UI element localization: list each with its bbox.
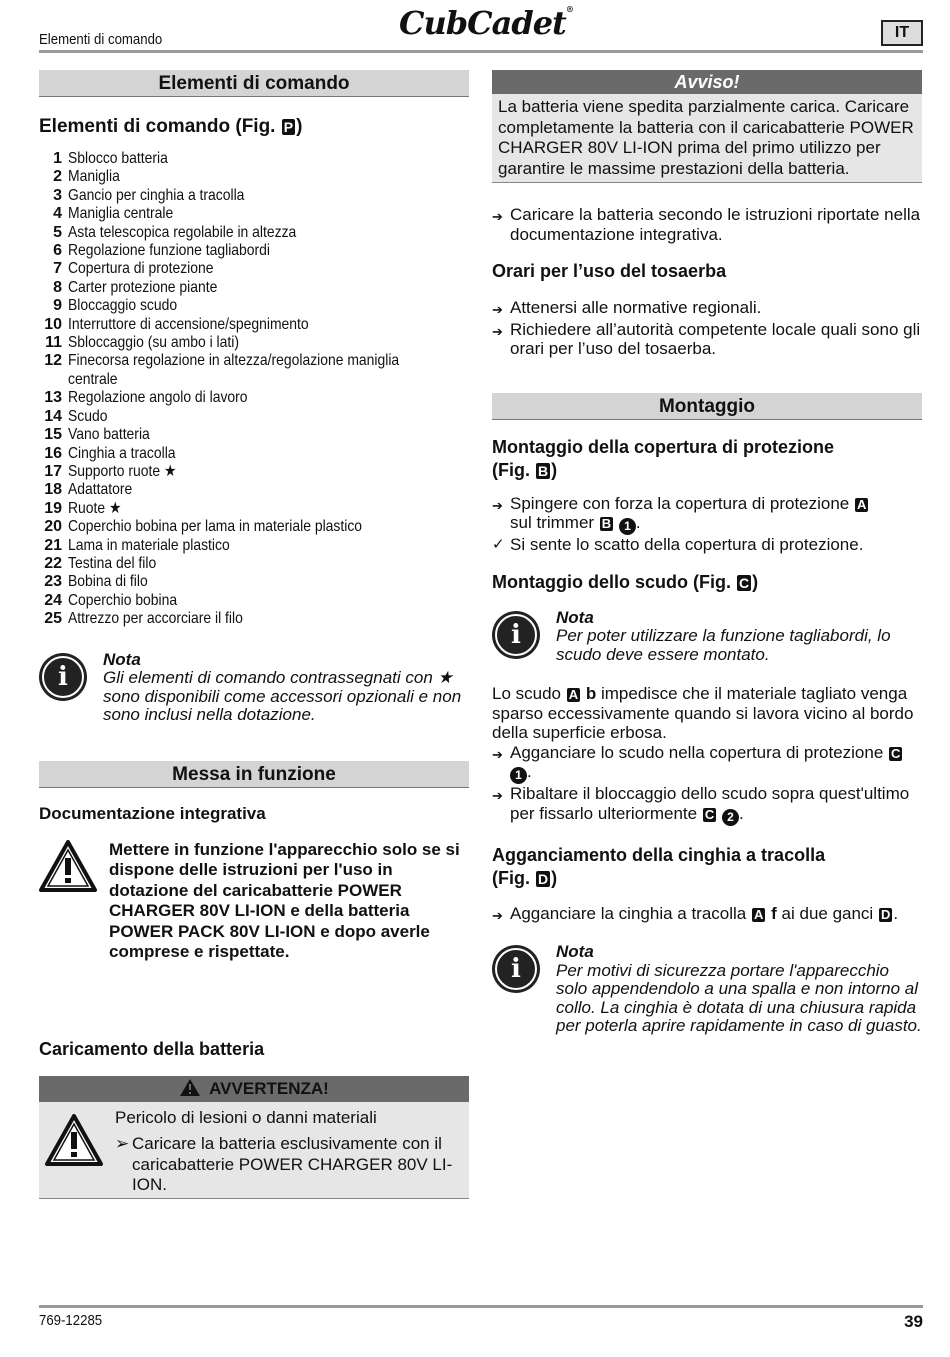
item-number: 16 <box>44 444 62 462</box>
note-shield-required <box>492 609 922 665</box>
arrow-right-icon: ➔ <box>492 302 503 317</box>
step-ask-authority-text: Richiedere all’autorità competente locale quali sono gli orari per l’uso del tosaerba. <box>510 319 921 358</box>
header-divider <box>39 50 923 53</box>
item-number: 9 <box>53 297 62 315</box>
list-item <box>39 426 469 444</box>
heading-documentation: Documentazione integrativa <box>39 803 266 823</box>
note-text: Per motivi di sicurezza portare l'apparecchio solo appendendolo a una spalla e non intorno al collo. La cinghia è dotata di una chiusura rapida per poterla aprire rapidamente in caso di guasto. <box>556 960 922 1035</box>
triangle-bullet-icon: ➢ <box>115 1134 130 1154</box>
list-item <box>39 610 469 628</box>
item-label: Coperchio bobina <box>68 591 178 609</box>
heading-shield-assembly: Montaggio dello scudo (Fig. C ) <box>492 571 759 592</box>
shield-description-text: Lo scudo <box>492 684 561 703</box>
list-item <box>39 279 469 297</box>
item-number: 21 <box>44 536 62 554</box>
item-label: Testina del filo <box>68 554 157 572</box>
avviso-header: Avviso! <box>492 70 922 94</box>
list-item <box>39 334 469 352</box>
figure-ref-p: P <box>283 119 294 135</box>
item-label: Asta telescopica regolabile in altezza <box>68 223 297 241</box>
avvertenza-body <box>39 1102 469 1199</box>
list-item <box>39 500 469 518</box>
note-title: Nota <box>556 942 594 961</box>
heading-controls-text: Elementi di comando (Fig. <box>39 116 276 137</box>
heading-controls: Elementi di comando (Fig. P ) <box>39 116 303 137</box>
step-number-1: 1 <box>619 518 636 535</box>
item-label: Sbloccaggio (su ambo i lati) <box>68 334 239 352</box>
avvertenza-line1: Pericolo di lesioni o danni materiali <box>115 1107 377 1127</box>
list-item <box>39 260 469 278</box>
figure-ref-d: D <box>538 870 549 887</box>
documentation-warning <box>39 840 469 963</box>
item-label: Attrezzo per accorciare il filo <box>68 610 243 628</box>
label-b: b <box>585 684 597 703</box>
item-label: Ruote ★ <box>68 499 122 517</box>
item-label: Vano batteria <box>68 426 150 444</box>
figure-ref-a: A <box>568 687 579 702</box>
item-label: Adattatore <box>68 481 133 499</box>
list-item <box>39 168 469 186</box>
info-icon: i <box>492 945 540 993</box>
figure-ref-b: B <box>601 516 612 531</box>
figure-ref-c: C <box>739 574 750 591</box>
item-number: 5 <box>53 223 62 241</box>
section-bar-assembly: Montaggio <box>492 393 922 420</box>
list-item <box>39 592 469 610</box>
item-label: Supporto ruote ★ <box>68 462 177 480</box>
step-charge-battery-text: Caricare la batteria secondo le istruzioni riportate nella documentazione integrativa. <box>510 205 921 244</box>
avviso-text: La batteria viene spedita parzialmente carica. Caricare completamente la batteria con il caricabatterie POWER CHARGER 80V LI-ION prima del primo utilizzo per garantire le massime prestazioni della batteria. <box>492 94 922 183</box>
header-section-title: Elementi di comando <box>39 31 163 48</box>
item-label: Regolazione funzione tagliabordi <box>68 242 270 260</box>
item-number: 24 <box>44 591 62 609</box>
page-number: 39 <box>904 1312 923 1331</box>
info-icon: i <box>39 653 87 701</box>
figure-ref-a: A <box>857 496 867 512</box>
shield-description <box>492 684 922 743</box>
note-text: Gli elementi di comando contrassegnati con ★ sono disponibili come accessori opzionali e non sono inclusi nella dotazione. <box>103 668 462 725</box>
heading-cover-assembly-text: Montaggio della copertura di protezione <box>492 436 835 457</box>
warning-triangle-icon <box>45 1114 103 1166</box>
step-flip-lock: ➔ Ribaltare il bloccaggio dello scudo sopra quest'ultimo per fissarlo ulteriormente C 2 . <box>492 784 910 824</box>
list-item <box>39 389 469 407</box>
step-number-1: 1 <box>510 767 527 784</box>
step-hook-strap-text-2: ai due ganci <box>781 903 874 923</box>
list-item <box>39 187 469 205</box>
heading-strap-hooking-text: Agganciamento della cinghia a tracolla <box>492 844 826 865</box>
avvertenza-title: AVVERTENZA! <box>209 1078 329 1098</box>
item-number: 8 <box>53 278 62 296</box>
list-item <box>39 150 469 168</box>
step-charge-battery <box>492 205 922 244</box>
shield-description-text-2: impedisce che il materiale tagliato venga sparso eccessivamente quando si lavora vicino al bordo della superficie erbosa. <box>492 684 914 742</box>
list-item <box>39 481 469 499</box>
item-number: 6 <box>53 242 62 260</box>
item-number: 25 <box>44 610 62 628</box>
item-label: Copertura di protezione <box>68 260 214 278</box>
list-item <box>39 555 469 573</box>
item-number: 7 <box>53 260 62 278</box>
item-number: 1 <box>53 150 62 167</box>
item-label: Carter protezione piante <box>68 278 218 296</box>
label-f: f <box>771 903 777 923</box>
heading-cover-assembly: Montaggio della copertura di protezione (Fig. B ) <box>492 436 835 480</box>
warning-triangle-icon <box>39 840 97 892</box>
item-label: Cinghia a tracolla <box>68 444 176 462</box>
figure-ref-b: B <box>538 462 549 479</box>
heading-battery-charging: Caricamento della batteria <box>39 1038 265 1059</box>
item-number: 22 <box>44 554 62 572</box>
item-label: Finecorsa regolazione in altezza/regolazione maniglia centrale <box>68 352 400 388</box>
item-number: 14 <box>44 407 62 425</box>
left-column <box>39 70 469 1199</box>
item-label: Bloccaggio scudo <box>68 297 178 315</box>
item-label: Gancio per cinghia a tracolla <box>68 186 245 204</box>
item-label: Maniglia <box>68 168 120 186</box>
item-label: Lama in materiale plastico <box>68 536 230 554</box>
avvertenza-line2: Caricare la batteria esclusivamente con il caricabatterie POWER CHARGER 80V LI-ION. <box>132 1134 453 1195</box>
document-code: 769-12285 <box>39 1312 103 1329</box>
item-number: 17 <box>44 462 62 480</box>
arrow-right-icon: ➔ <box>492 788 503 803</box>
heading-cover-fig-text: (Fig. <box>492 459 530 480</box>
list-item <box>39 463 469 481</box>
check-cover-click <box>492 535 922 555</box>
step-hook-shield-text: Agganciare lo scudo nella copertura di protezione <box>510 742 884 762</box>
step-push-cover: ➔ Spingere con forza la copertura di protezione A sul trimmer B 1 . <box>492 493 867 533</box>
arrow-right-icon: ➔ <box>492 209 503 224</box>
checkmark-icon: ✓ <box>492 536 505 553</box>
list-item <box>39 297 469 315</box>
cubcadet-logo: CubCadet® <box>399 4 573 42</box>
item-number: 19 <box>44 499 62 517</box>
page-header <box>39 0 923 52</box>
item-number: 11 <box>45 334 62 352</box>
step-number-2: 2 <box>722 809 739 826</box>
brand-wordmark: CubCadet <box>399 4 566 42</box>
heading-shield-assembly-text: Montaggio dello scudo (Fig. <box>492 571 731 592</box>
item-number: 4 <box>53 205 62 223</box>
section-bar-controls: Elementi di comando <box>39 70 469 97</box>
item-number: 12 <box>44 352 62 370</box>
list-item <box>39 205 469 223</box>
heading-strap-fig-text: (Fig. <box>492 867 530 888</box>
item-label: Coperchio bobina per lama in materiale plastico <box>68 518 363 536</box>
item-label: Bobina di filo <box>68 573 148 591</box>
item-number: 10 <box>44 315 62 333</box>
arrow-right-icon: ➔ <box>492 907 503 923</box>
avvertenza-box <box>39 1076 469 1199</box>
list-item <box>39 408 469 426</box>
heading-usage-hours: Orari per l’uso del tosaerba <box>492 261 727 281</box>
list-item <box>39 573 469 591</box>
section-bar-startup: Messa in funzione <box>39 761 469 788</box>
arrow-right-icon: ➔ <box>492 497 503 513</box>
step-ask-authority <box>492 320 922 359</box>
step-regional-rules <box>492 298 922 320</box>
item-label: Scudo <box>68 407 108 425</box>
list-item <box>39 224 469 242</box>
list-item <box>39 445 469 463</box>
step-regional-rules-text: Attenersi alle normative regionali. <box>510 298 762 317</box>
language-badge: IT <box>881 20 923 46</box>
figure-ref-c: C <box>891 745 901 761</box>
item-number: 20 <box>44 518 62 536</box>
item-number: 23 <box>44 573 62 591</box>
item-label: Regolazione angolo di lavoro <box>68 389 248 407</box>
avvertenza-header <box>39 1076 469 1102</box>
note-optional-accessories <box>39 651 469 725</box>
info-icon: i <box>492 611 540 659</box>
heading-strap-hooking: Agganciamento della cinghia a tracolla (Fig. D ) <box>492 844 826 888</box>
step-push-cover-text-2: sul trimmer <box>510 513 595 532</box>
list-item <box>39 242 469 260</box>
check-cover-click-text: Si sente lo scatto della copertura di protezione. <box>510 535 864 554</box>
item-number: 18 <box>44 481 62 499</box>
figure-ref-c: C <box>704 806 715 822</box>
documentation-warning-text: Mettere in funzione l'apparecchio solo se si dispone delle istruzioni per l'uso in dotazione del caricabatterie POWER CHARGER 80V LI-ION e della batteria POWER PACK 80V LI-ION e dopo averle comprese e rispettate. <box>109 839 460 962</box>
right-column <box>492 70 922 1036</box>
step-hook-strap-text: Agganciare la cinghia a tracolla <box>510 903 747 923</box>
step-push-cover-text: Spingere con forza la copertura di protezione <box>510 493 850 513</box>
note-safety-strap <box>492 943 922 1036</box>
item-number: 15 <box>44 426 62 444</box>
item-label: Interruttore di accensione/spegnimento <box>68 315 309 333</box>
item-number: 2 <box>53 168 62 186</box>
list-item <box>39 518 469 536</box>
arrow-right-icon: ➔ <box>492 323 503 339</box>
item-number: 13 <box>44 389 62 407</box>
warning-triangle-small-icon <box>179 1078 201 1097</box>
note-title: Nota <box>556 607 594 627</box>
note-title: Nota <box>103 649 141 669</box>
item-label: Sblocco batteria <box>68 150 168 167</box>
figure-ref-a: A <box>754 906 764 922</box>
step-hook-shield: ➔ Agganciare lo scudo nella copertura di protezione C 1 . <box>492 742 901 782</box>
note-text: Per poter utilizzare la funzione tagliabordi, lo scudo deve essere montato. <box>556 626 891 664</box>
footer-divider <box>39 1305 923 1308</box>
figure-ref-d: D <box>880 906 891 922</box>
step-hook-strap: ➔ Agganciare la cinghia a tracolla A f ai due ganci D . <box>492 904 922 926</box>
item-number: 3 <box>53 186 62 204</box>
arrow-right-icon: ➔ <box>492 746 503 762</box>
item-label: Maniglia centrale <box>68 205 174 223</box>
controls-list <box>39 150 469 629</box>
list-item <box>39 352 469 389</box>
step-flip-lock-text: Ribaltare il bloccaggio dello scudo sopra quest'ultimo per fissarlo ulteriormente <box>510 784 910 823</box>
list-item <box>39 537 469 555</box>
list-item <box>39 316 469 334</box>
